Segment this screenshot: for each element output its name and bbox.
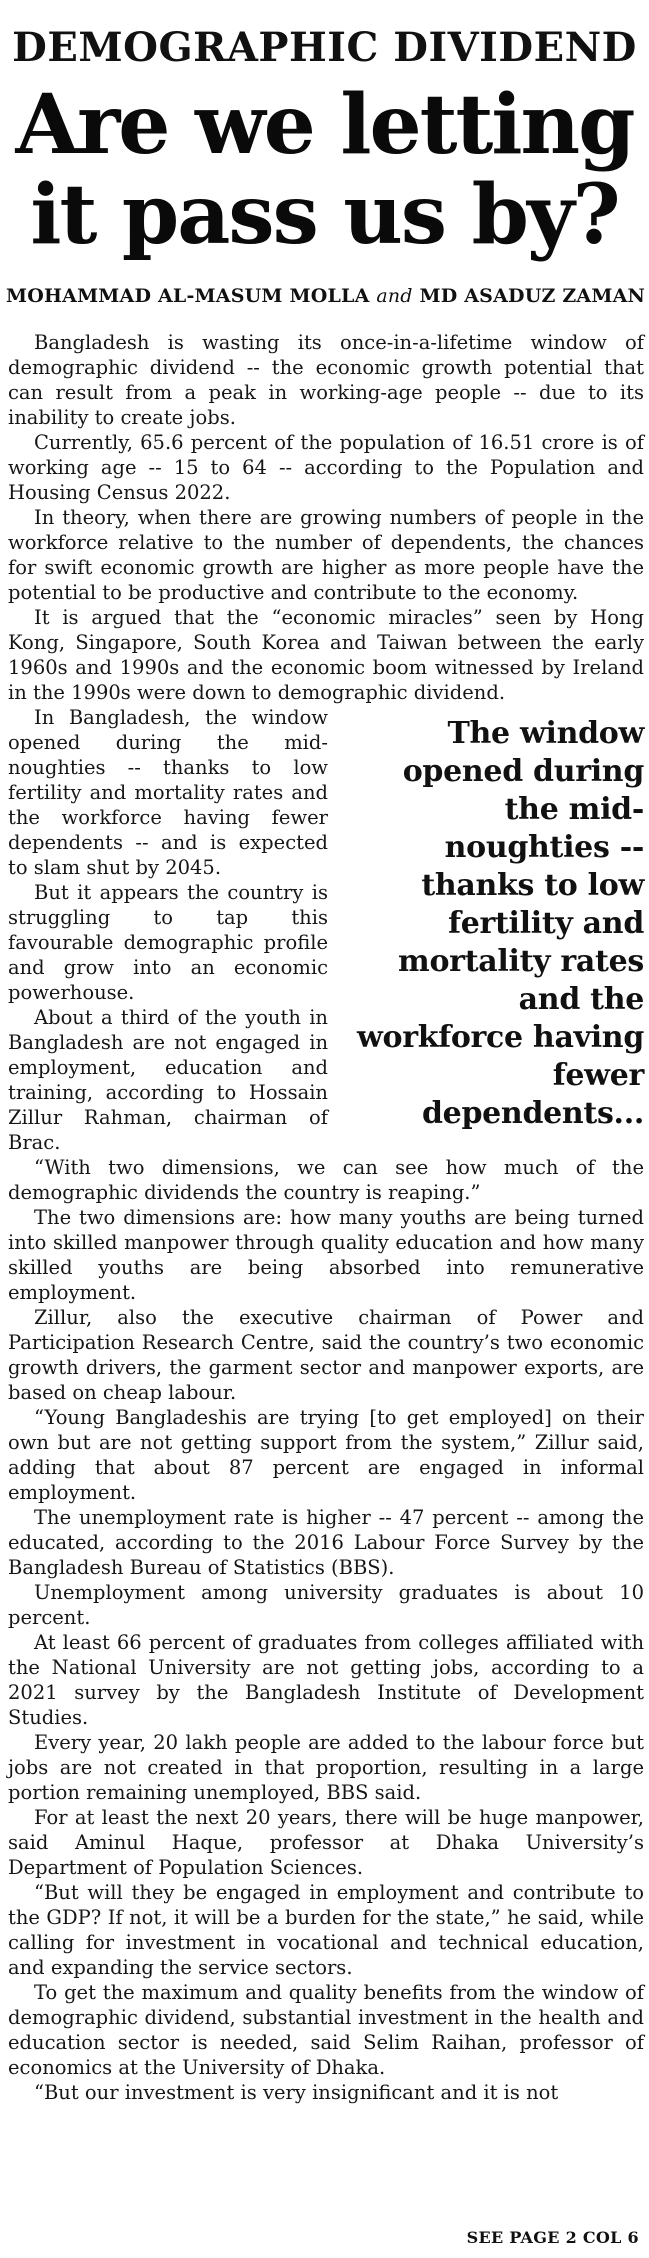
article-body bbox=[8, 330, 644, 2105]
paragraph: “But will they be engaged in employment and contribute to the GDP? If not, it will be a burden for the state,” he said, while calling for investment in vocational and technical education, and expanding the service sectors. bbox=[8, 1881, 644, 1979]
headline-line-2: it pass us by? bbox=[30, 167, 619, 263]
paragraph: The unemployment rate is higher -- 47 percent -- among the educated, according to the 2016 Labour Force Survey by the Bangladesh Bureau of Statistics (BBS). bbox=[8, 1506, 644, 1579]
paragraph: For at least the next 20 years, there will be huge manpower, said Aminul Haque, professor at Dhaka University’s Department of Population Sciences. bbox=[8, 1806, 644, 1879]
section-kicker: DEMOGRAPHIC DIVIDEND bbox=[12, 24, 637, 71]
paragraph: In theory, when there are growing numbers of people in the workforce relative to the number of dependents, the chances for swift economic growth are higher as more people have the potential to be productive and contribute to the economy. bbox=[8, 506, 644, 604]
headline bbox=[0, 77, 649, 263]
pull-quote: The window opened during the mid-noughties -- thanks to low fertility and mortality rates and the workforce having fewer dependents... bbox=[356, 716, 644, 1131]
byline-joiner: and bbox=[376, 285, 413, 307]
paragraph: Every year, 20 lakh people are added to the labour force but jobs are not created in that proportion, resulting in a large portion remaining unemployed, BBS said. bbox=[8, 1731, 644, 1804]
paragraph: About a third of the youth in Bangladesh are not engaged in employment, education and training, according to Hossain Zillur Rahman, chairman of Brac. bbox=[8, 1006, 328, 1154]
author-2: MD ASADUZ ZAMAN bbox=[419, 285, 646, 307]
paragraph: In Bangladesh, the window opened during the mid-noughties -- thanks to low fertility and mortality rates and the workforce having fewer dependents -- and is expected to slam shut by 2045. bbox=[8, 706, 328, 879]
paragraph: Unemployment among university graduates is about 10 percent. bbox=[8, 1581, 644, 1629]
paragraph: It is argued that the “economic miracles” seen by Hong Kong, Singapore, South Korea and Taiwan between the early 1960s and 1990s and the economic boom witnessed by Ireland in the 1990s were down to demographic dividend. bbox=[8, 606, 644, 704]
paragraph: “With two dimensions, we can see how much of the demographic dividends the country is reaping.” bbox=[8, 1156, 644, 1204]
paragraph: Currently, 65.6 percent of the population of 16.51 crore is of working age -- 15 to 64 -- according to the Population and Housing Census 2022. bbox=[8, 431, 644, 504]
paragraph: The two dimensions are: how many youths are being turned into skilled manpower through quality education and how many skilled youths are being absorbed into remunerative employment. bbox=[8, 1206, 644, 1304]
paragraph: At least 66 percent of graduates from colleges affiliated with the National University are not getting jobs, according to a 2021 survey by the Bangladesh Institute of Development Studies. bbox=[8, 1631, 644, 1729]
paragraph: But it appears the country is struggling to tap this favourable demographic profile and grow into an economic powerhouse. bbox=[8, 881, 328, 1004]
byline bbox=[6, 284, 646, 308]
author-1: MOHAMMAD AL-MASUM MOLLA bbox=[6, 285, 370, 307]
paragraph: “Young Bangladeshis are trying [to get employed] on their own but are not getting support from the system,” Zillur said, adding that about 87 percent are engaged in informal employment. bbox=[8, 1406, 644, 1504]
paragraph: “But our investment is very insignificant and it is not bbox=[34, 2081, 559, 2104]
continuation-note: SEE PAGE 2 COL 6 bbox=[466, 2228, 639, 2247]
paragraph: Zillur, also the executive chairman of Power and Participation Research Centre, said the country’s two economic growth drivers, the garment sector and manpower exports, are based on cheap labour. bbox=[8, 1306, 644, 1404]
headline-line-1: Are we letting bbox=[15, 77, 634, 173]
paragraph: Bangladesh is wasting its once-in-a-lifetime window of demographic dividend -- the economic growth potential that can result from a peak in working-age people -- due to its inability to create jobs. bbox=[8, 331, 644, 429]
paragraph: To get the maximum and quality benefits from the window of demographic dividend, substantial investment in the health and education sector is needed, said Selim Raihan, professor of economics at the University of Dhaka. bbox=[8, 1981, 644, 2079]
